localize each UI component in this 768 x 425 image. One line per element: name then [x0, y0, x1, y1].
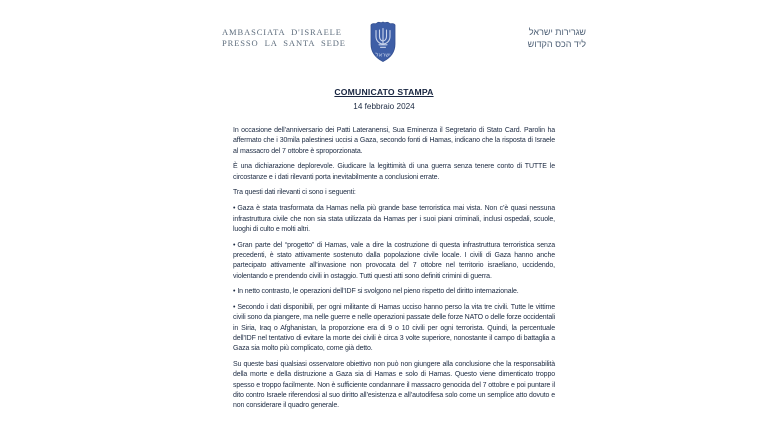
bullet-item: [233, 303, 555, 354]
embassy-name-hebrew-line1: שגרירות ישראל: [528, 27, 586, 37]
embassy-name-hebrew: [478, 27, 586, 50]
embassy-name-italian: [222, 27, 346, 49]
bullet-item: [233, 287, 555, 297]
bullet-marker: •: [233, 288, 236, 296]
embassy-name-line2: PRESSO LA SANTA SEDE: [222, 38, 346, 48]
paragraph-closing: Su queste basi qualsiasi osservatore obiettivo non può non giungere alla conclusione che la responsabilità della morte e della distruzione a Gaza sia di Hamas e solo di Hamas. Questo viene dimenticato troppo spesso e troppo facilmente. Non è sufficiente condannare il massacro genocida del 7 ottobre e poi puntare il dito contro Israele riferendosi al suo diritto all’esistenza e all’autodifesa solo come un semplice atto dovuto e non considerare il quadro generale.: [233, 361, 555, 410]
embassy-name-line1: AMBASCIATA D'ISRAELE: [222, 27, 342, 37]
document-title: COMUNICATO STAMPA: [334, 87, 434, 97]
bullet-marker: •: [233, 304, 236, 312]
paragraph-intro-1: In occasione dell’anniversario dei Patti Lateranensi, Sua Eminenza il Segretario di Stato Card. Parolin ha affermato che i 30mila palestinesi uccisi a Gaza, secondo fonti di Hamas, indicano che la risposta di Israele al massacro del 7 ottobre è sproporzionata.: [233, 127, 555, 155]
embassy-name-hebrew-line2: ליד הכס הקדוש: [527, 38, 586, 49]
bullet-text-4: Secondo i dati disponibili, per ogni militante di Hamas ucciso hanno perso la vita tre civili. Tutte le vittime civili sono da piangere, ma nelle guerre e nelle operazioni passate delle forze NATO o delle forze occidentali in Siria, Iraq o Afghanistan, la proporzione era di 9 o 10 civili per ogni terrorista. Quindi, la percentuale dell’IDF nel tentativo di evitare la morte dei civili è circa 3 volte superiore, nonostante il campo di battaglia a Gaza sia molto più complicato, come già detto.: [233, 304, 555, 353]
paragraph-intro-2: È una dichiarazione deplorevole. Giudicare la legittimità di una guerra senza tenere conto di TUTTE le circostanze e i dati rilevanti porta inevitabilmente a conclusioni errate.: [233, 163, 555, 181]
paragraph-lead-in: Tra questi dati rilevanti ci sono i seguenti:: [233, 189, 356, 197]
bullet-marker: •: [233, 241, 236, 249]
title-block: [0, 82, 768, 111]
bullet-text-2: Gran parte del “progetto” di Hamas, vale a dire la costruzione di questa infrastruttura terroristica senza precedenti, è stato attivamente sostenuto dalla popolazione civile locale. I civili di Gaza hanno anche partecipato attivamente all’invasione non provocata del 7 ottobre nel territorio israeliano, uccidendo, violentando e prendendo civili in ostaggio. Tutti questi atti sono definiti crimini di guerra.: [233, 241, 555, 280]
document-date: 14 febbraio 2024: [353, 102, 415, 111]
bullet-text-3: In netto contrasto, le operazioni dell’IDF si svolgono nel pieno rispetto del diritto internazionale.: [237, 288, 519, 296]
bullet-item: [233, 241, 555, 282]
israel-state-emblem-icon: [367, 19, 399, 63]
bullet-item: [233, 204, 555, 235]
document-body: [233, 126, 555, 417]
bullet-text-1: Gaza è stata trasformata da Hamas nella più grande base terroristica mai vista. Non c’è quasi nessuna infrastruttura civile che non sia stata utilizzata da Hamas per i suoi piani criminali, inclusi ospedali, scuole, luoghi di culto e molti altri.: [233, 205, 555, 233]
svg-text:ישראל: ישראל: [375, 52, 391, 59]
bullet-marker: •: [233, 205, 236, 213]
